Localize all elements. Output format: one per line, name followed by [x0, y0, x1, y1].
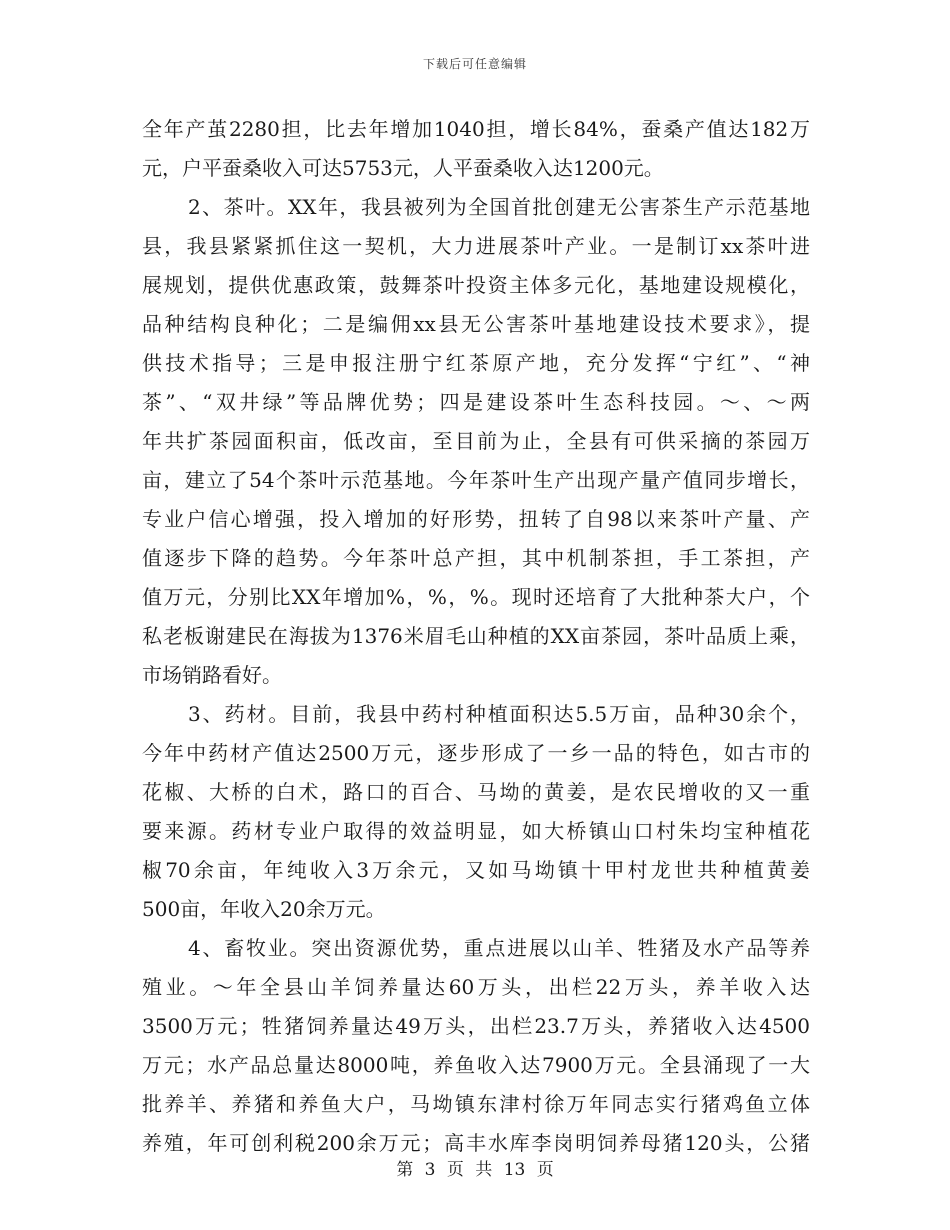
- text-line: 亩，建立了54个茶叶示范基地。今年茶叶生产出现产量产值同步增长，: [142, 468, 810, 492]
- text-line: 花椒、大桥的白术，路口的百合、马坳的黄姜，是农民增收的又一重: [142, 780, 810, 804]
- body-text: [142, 110, 810, 1163]
- text-line: 私老板谢建民在海拔为1376米眉毛山种植的XX亩茶园，茶叶品质上乘，: [142, 624, 810, 648]
- text-line: 2、茶叶。XX年，我县被列为全国首批创建无公害茶生产示范基地: [188, 195, 810, 219]
- text-line: 要来源。药材专业户取得的效益明显，如大桥镇山口村朱均宝种植花: [142, 819, 810, 843]
- text-line: 3、药材。目前，我县中药村种植面积达5.5万亩，品种30余个，: [188, 702, 810, 726]
- text-line: 品种结构良种化；二是编佣xx县无公害茶叶基地建设技术要求》，提: [142, 312, 810, 336]
- text-line: 元，户平蚕桑收入可达5753元，人平蚕桑收入达1200元。: [142, 156, 664, 180]
- text-line: 市场销路看好。: [142, 663, 282, 687]
- text-line: 值万元，分别比XX年增加%，%，%。现时还培育了大批种茶大户，个: [142, 585, 810, 609]
- text-line: 今年中药材产值达2500万元，逐步形成了一乡一品的特色，如古市的: [142, 741, 810, 765]
- page-footer: 第 3 页 共 13 页: [396, 1160, 554, 1180]
- text-line: 万元；水产品总量达8000吨，养鱼收入达7900万元。全县涌现了一大: [142, 1053, 810, 1077]
- text-line: 全年产茧2280担，比去年增加1040担，增长84%，蚕桑产值达182万: [142, 117, 810, 141]
- text-line: 供技术指导；三是申报注册宁红茶原产地，充分发挥“宁红”、“神: [142, 351, 810, 375]
- text-line: 专业户信心增强，投入增加的好形势，扭转了自98以来茶叶产量、产: [142, 507, 810, 531]
- page-header: 下载后可任意编辑: [422, 57, 527, 71]
- text-line: 茶”、“双井绿”等品牌优势；四是建设茶叶生态科技园。～、～两: [142, 390, 810, 414]
- text-line: 3500万元；牲猪饲养量达49万头，出栏23.7万头，养猪收入达4500: [142, 1014, 810, 1038]
- text-line: 展规划，提供优惠政策，鼓舞茶叶投资主体多元化，基地建设规模化，: [142, 273, 810, 297]
- text-line: 4、畜牧业。突出资源优势，重点进展以山羊、牲猪及水产品等养: [188, 936, 810, 960]
- text-line: 椒70余亩，年纯收入3万余元，又如马坳镇十甲村龙世共种植黄姜: [142, 858, 810, 882]
- text-line: 批养羊、养猪和养鱼大户，马坳镇东津村徐万年同志实行猪鸡鱼立体: [142, 1092, 810, 1116]
- text-line: 县，我县紧紧抓住这一契机，大力进展茶叶产业。一是制订xx茶叶进: [142, 234, 810, 258]
- text-line: 年共扩茶园面积亩，低改亩，至目前为止，全县有可供采摘的茶园万: [142, 429, 810, 453]
- text-line: 殖业。～年全县山羊饲养量达60万头，出栏22万头，养羊收入达: [142, 975, 810, 999]
- text-line: 值逐步下降的趋势。今年茶叶总产担，其中机制茶担，手工茶担，产: [142, 546, 810, 570]
- text-line: 养殖，年可创利税200余万元；高丰水库李岗明饲养母猪120头，公猪: [142, 1131, 810, 1155]
- text-line: 500亩，年收入20余万元。: [142, 897, 386, 921]
